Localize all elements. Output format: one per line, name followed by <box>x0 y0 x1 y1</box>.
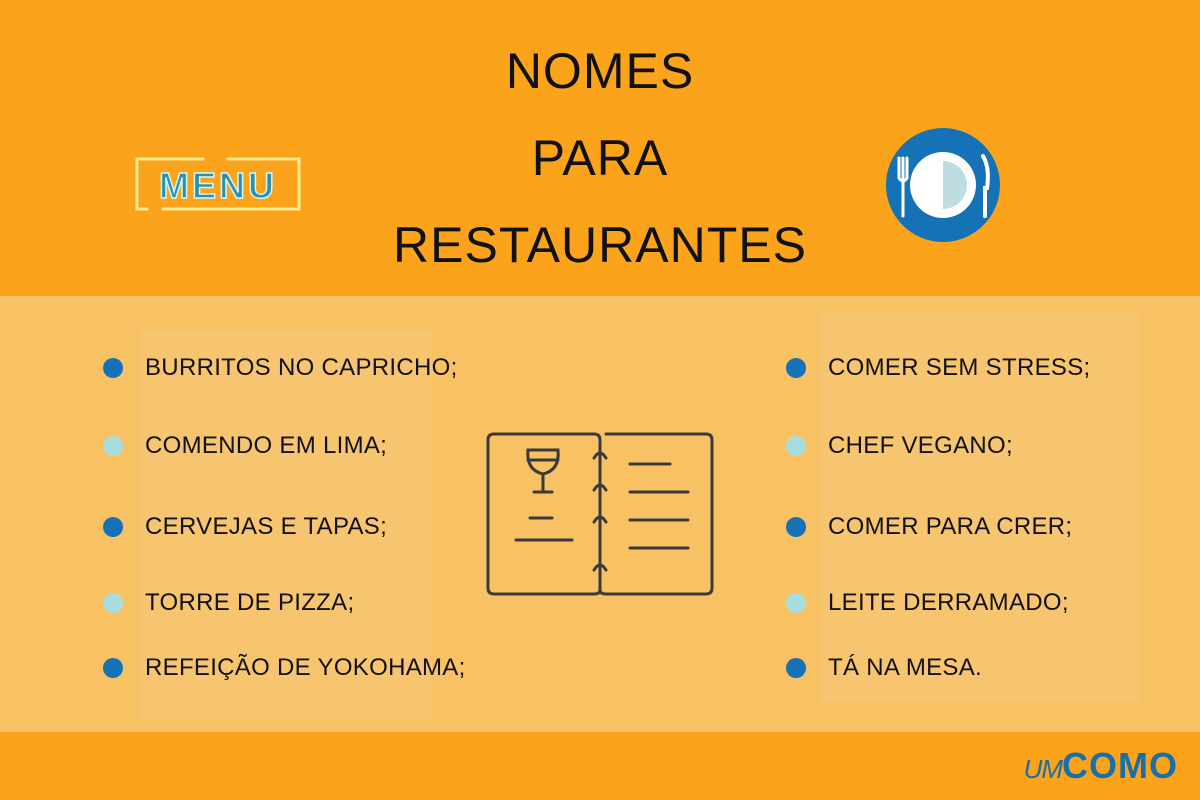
list-item-label: COMER PARA CRER; <box>828 513 1073 540</box>
menu-book-wine-icon <box>484 430 716 598</box>
list-item <box>103 354 458 382</box>
list-item <box>786 589 1069 617</box>
menu-sign-text: MENU <box>159 165 277 206</box>
list-item-label: TORRE DE PIZZA; <box>145 589 355 616</box>
bullet-dot-icon <box>103 358 123 378</box>
list-item-label: BURRITOS NO CAPRICHO; <box>145 354 458 381</box>
bullet-dot-icon <box>103 517 123 537</box>
list-item <box>786 432 1013 460</box>
title-line: NOMES <box>505 43 695 99</box>
list-item <box>103 589 354 617</box>
bullet-dot-icon <box>786 593 806 613</box>
list-item <box>786 354 1090 382</box>
bullet-dot-icon <box>786 358 806 378</box>
bullet-dot-icon <box>786 517 806 537</box>
list-item <box>786 513 1072 541</box>
plate-fork-knife-icon <box>886 128 1000 242</box>
bullet-dot-icon <box>103 658 123 678</box>
list-item-label: CERVEJAS E TAPAS; <box>145 513 388 540</box>
list-item-label: COMER SEM STRESS; <box>828 354 1091 381</box>
bullet-dot-icon <box>103 593 123 613</box>
list-item-label: REFEIÇÃO DE YOKOHAMA; <box>145 654 466 681</box>
menu-neon-sign-icon <box>133 155 303 213</box>
bullet-dot-icon <box>103 436 123 456</box>
list-item-label: COMENDO EM LIMA; <box>145 432 388 459</box>
logo-como: COMO <box>1062 745 1178 786</box>
list-item <box>103 432 387 460</box>
logo-um: UM <box>1023 754 1062 784</box>
page-title <box>300 28 900 289</box>
title-line: RESTAURANTES <box>393 217 807 273</box>
list-item-label: CHEF VEGANO; <box>828 432 1013 459</box>
header <box>0 0 1200 296</box>
list-item <box>103 654 466 682</box>
list-item <box>786 654 982 682</box>
list-item-label: TÁ NA MESA. <box>828 654 983 681</box>
footer <box>0 732 1200 800</box>
umcomo-logo <box>1024 745 1178 787</box>
list-item-label: LEITE DERRAMADO; <box>828 589 1069 616</box>
bullet-dot-icon <box>786 658 806 678</box>
bullet-dot-icon <box>786 436 806 456</box>
list-item <box>103 513 387 541</box>
title-line: PARA <box>531 130 669 186</box>
